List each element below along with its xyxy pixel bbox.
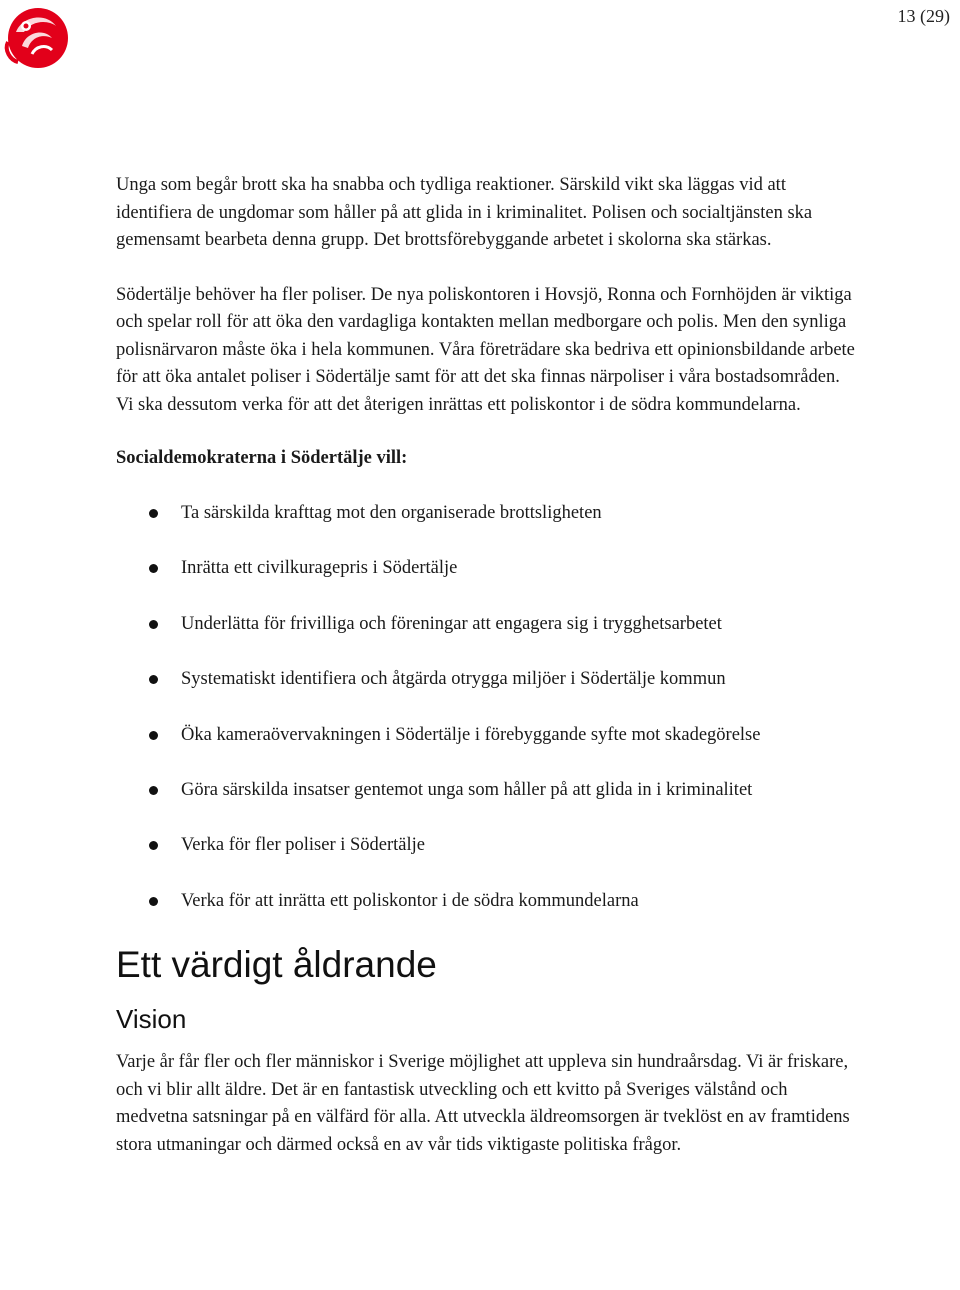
list-item: Underlätta för frivilliga och föreningar att engagera sig i trygghetsarbetet (116, 611, 856, 638)
bullet-icon (149, 841, 158, 850)
page-number: 13 (29) (897, 6, 950, 26)
list-item: Ta särskilda krafttag mot den organiserade brottsligheten (116, 500, 856, 527)
bullet-icon (149, 509, 158, 518)
bullet-icon (149, 897, 158, 906)
list-item: Systematiskt identifiera och åtgärda otrygga miljöer i Södertälje kommun (116, 666, 856, 693)
bullet-icon (149, 786, 158, 795)
list-item: Verka för att inrätta ett poliskontor i de södra kommundelarna (116, 888, 856, 915)
list-item: Inrätta ett civilkuragepris i Södertälje (116, 555, 856, 582)
document-body (116, 172, 856, 1159)
bullet-icon (149, 675, 158, 684)
section-title: Ett värdigt åldrande (116, 944, 437, 986)
subsection-title: Vision (116, 1004, 187, 1035)
list-heading: Socialdemokraterna i Södertälje vill: (116, 448, 408, 468)
bullet-list (116, 500, 856, 915)
rose-logo-icon (2, 2, 70, 70)
bullet-icon (149, 620, 158, 629)
list-item: Öka kameraövervakningen i Södertälje i förebyggande syfte mot skadegörelse (116, 722, 856, 749)
list-item: Göra särskilda insatser gentemot unga som håller på att glida in i kriminalitet (116, 777, 856, 804)
bullet-icon (149, 731, 158, 740)
paragraph-police: Södertälje behöver ha fler poliser. De nya poliskontoren i Hovsjö, Ronna och Fornhöjden är viktiga och spelar roll för att öka den vardagliga kontakten mellan medborgare och polis. Men den synliga polisnärvaron måste öka i hela kommunen. Våra företrädare ska bedriva ett opinionsbildande arbete för att öka antalet poliser i Södertälje samt för att det ska finnas närpoliser i våra bostadsområden. Vi ska dessutom verka för att det återigen inrättas ett poliskontor i de södra kommundelarna. (116, 284, 855, 415)
bullet-icon (149, 564, 158, 573)
list-item: Verka för fler poliser i Södertälje (116, 832, 856, 859)
vision-paragraph: Varje år får fler och fler människor i Sverige möjlighet att uppleva sin hundraårsdag. Vi är friskare, och vi blir allt äldre. Det är en fantastisk utveckling och ett kvitto på Sveriges välstånd och medvetna satsningar på en välfärd för alla. Att utveckla äldreomsorgen är tveklöst en av framtidens stora utmaningar och därmed också en av vår tids viktigaste politiska frågor. (116, 1052, 850, 1155)
paragraph-youth-crime: Unga som begår brott ska ha snabba och tydliga reaktioner. Särskild vikt ska läggas vid att identifiera de ungdomar som håller på att glida in i kriminalitet. Polisen och socialtjänsten ska gemensamt bearbeta denna grupp. Det brottsförebyggande arbetet i skolorna ska stärkas. (116, 175, 813, 250)
